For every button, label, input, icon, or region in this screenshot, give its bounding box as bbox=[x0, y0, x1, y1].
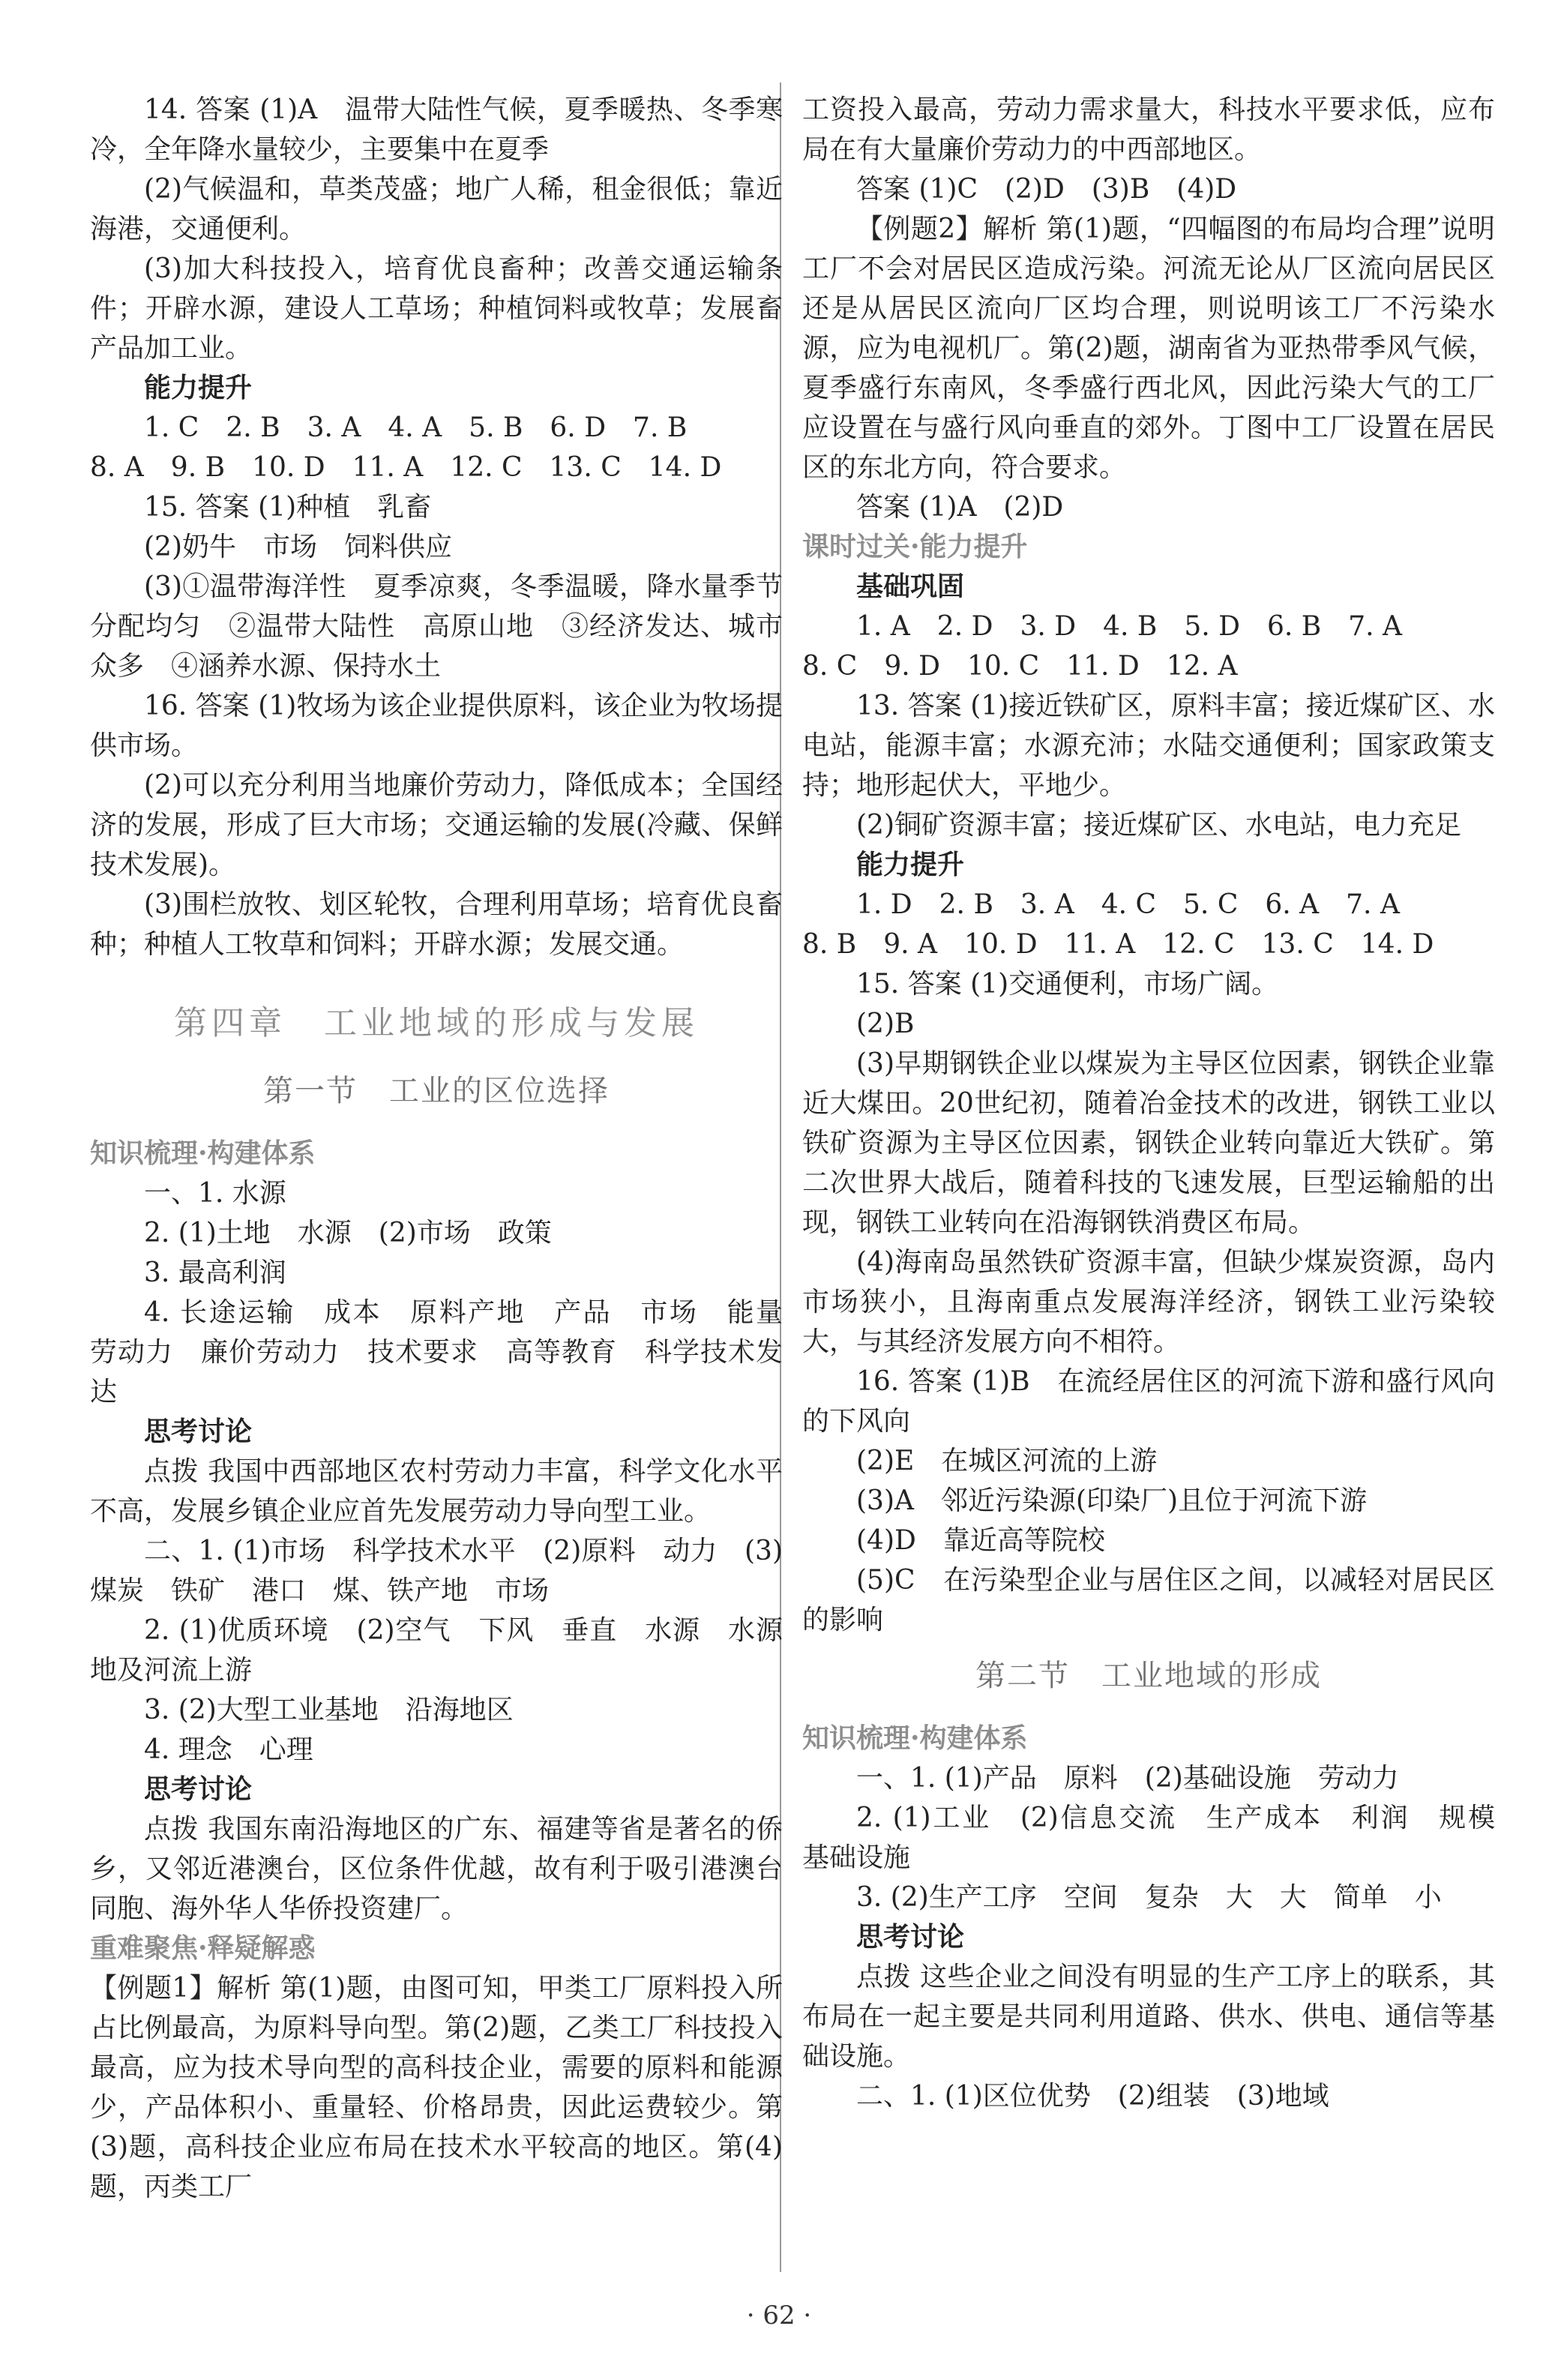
left-paragraph: 2. (1)优质环境 (2)空气 下风 垂直 水源 水源地及河流上游 bbox=[90, 1615, 783, 1686]
left-paragraph: 知识梳理·构建体系 bbox=[90, 1138, 316, 1169]
left-paragraph: 思考讨论 bbox=[144, 1416, 253, 1447]
left-paragraph: 能力提升 bbox=[144, 372, 253, 403]
left-paragraph: (3)围栏放牧、划区轮牧，合理利用草场；培育优良畜种；种植人工牧草和饲料；开辟水源；发展交通。 bbox=[90, 889, 783, 960]
left-paragraph: 点拨 我国东南沿海地区的广东、福建等省是著名的侨乡，又邻近港澳台，区位条件优越，故有利于吸引港澳台同胞、海外华人华侨投资建厂。 bbox=[90, 1814, 783, 1924]
left-paragraph: 3. (2)大型工业基地 沿海地区 bbox=[144, 1695, 514, 1725]
left-column bbox=[90, 90, 810, 2207]
right-paragraph: (4)D 靠近高等院校 bbox=[856, 1525, 1105, 1556]
right-paragraph: 能力提升 bbox=[856, 849, 965, 880]
right-column bbox=[802, 90, 1523, 2116]
right-paragraph: (4)海南岛虽然铁矿资源丰富，但缺少煤炭资源，岛内市场狭小，且海南重点发展海洋经济，钢铁工业污染较大，与其经济发展方向不相符。 bbox=[802, 1247, 1495, 1357]
right-paragraph: 【例题2】解析 第(1)题，“四幅图的布局均合理”说明工厂不会对居民区造成污染。河流无论从厂区流向居民区还是从居民区流向厂区均合理，则说明该工厂不污染水源，应为电视机厂。第(2)题，湖南省为亚热带季风气候，夏季盛行东南风，冬季盛行西北风，因此污染大气的工厂应设置在与盛行风向垂直的郊外。丁图中工厂设置在居民区的东北方向，符合要求。 bbox=[802, 214, 1495, 483]
right-paragraph: 15. 答案 (1)交通便利，市场广阔。 bbox=[856, 969, 1279, 1000]
right-paragraph: 3. (2)生产工序 空间 复杂 大 大 简单 小 bbox=[856, 1882, 1442, 1913]
right-paragraph: 16. 答案 (1)B 在流经居住区的河流下游和盛行风向的下风向 bbox=[802, 1366, 1495, 1437]
left-paragraph: 16. 答案 (1)牧场为该企业提供原料，该企业为牧场提供市场。 bbox=[90, 691, 783, 761]
left-paragraph: 15. 答案 (1)种植 乳畜 bbox=[144, 492, 432, 523]
right-paragraph: (2)铜矿资源丰富；接近煤矿区、水电站，电力充足 bbox=[856, 810, 1461, 841]
left-paragraph: 思考讨论 bbox=[144, 1773, 253, 1805]
left-paragraph: (3)①温带海洋性 夏季凉爽，冬季温暖，降水量季节分配均匀 ②温带大陆性 高原山地 ③经济发达、城市众多 ④涵养水源、保持水土 bbox=[90, 571, 783, 682]
left-paragraph: 重难聚焦·释疑解惑 bbox=[90, 1932, 316, 1964]
left-paragraph: 1. C 2. B 3. A 4. A 5. B 6. D 7. B bbox=[144, 412, 688, 443]
left-paragraph: 第一节 工业的区位选择 bbox=[263, 1074, 610, 1108]
left-paragraph: (2)可以充分利用当地廉价劳动力，降低成本；全国经济的发展，形成了巨大市场；交通运输的发展(冷藏、保鲜技术发展)。 bbox=[90, 770, 783, 880]
left-paragraph: 一、1. 水源 bbox=[144, 1178, 286, 1209]
right-paragraph: 13. 答案 (1)接近铁矿区，原料丰富；接近煤矿区、水电站，能源丰富；水源充沛；水陆交通便利；国家政策支持；地形起伏大，平地少。 bbox=[802, 691, 1495, 801]
left-paragraph: (2)奶牛 市场 饲料供应 bbox=[144, 532, 452, 562]
right-paragraph: (5)C 在污染型企业与居住区之间，以减轻对居民区的影响 bbox=[802, 1565, 1495, 1635]
left-paragraph: 8. A 9. B 10. D 11. A 12. C 13. C 14. D bbox=[90, 452, 722, 483]
left-paragraph: 点拨 我国中西部地区农村劳动力丰富，科学文化水平不高，发展乡镇企业应首先发展劳动力导向型工业。 bbox=[90, 1456, 783, 1527]
right-paragraph: 8. C 9. D 10. C 11. D 12. A bbox=[802, 651, 1238, 682]
right-paragraph: 基础巩固 bbox=[856, 571, 965, 602]
right-paragraph: (2)E 在城区河流的上游 bbox=[856, 1446, 1158, 1476]
right-paragraph: (3)早期钢铁企业以煤炭为主导区位因素，钢铁企业靠近大煤田。20世纪初，随着冶金技术的改进，钢铁工业以铁矿资源为主导区位因素，钢铁企业转向靠近大铁矿。第二次世界大战后，随着科技的飞速发展，巨型运输船的出现，钢铁工业转向在沿海钢铁消费区布局。 bbox=[802, 1048, 1495, 1238]
right-paragraph: 一、1. (1)产品 原料 (2)基础设施 劳动力 bbox=[856, 1763, 1399, 1794]
right-paragraph: (3)A 邻近污染源(印染厂)且位于河流下游 bbox=[856, 1485, 1368, 1516]
right-paragraph: 点拨 这些企业之间没有明显的生产工序上的联系，其布局在一起主要是共同利用道路、供水、供电、通信等基础设施。 bbox=[802, 1962, 1495, 2072]
right-paragraph: (2)B bbox=[856, 1009, 915, 1039]
left-paragraph: (3)加大科技投入，培育优良畜种；改善交通运输条件；开辟水源，建设人工草场；种植饲料或牧草；发展畜产品加工业。 bbox=[90, 253, 783, 364]
right-paragraph: 2. (1)工业 (2)信息交流 生产成本 利润 规模 基础设施 bbox=[802, 1803, 1523, 1873]
left-paragraph: 3. 最高利润 bbox=[144, 1257, 286, 1288]
right-paragraph: 1. A 2. D 3. D 4. B 5. D 6. B 7. A bbox=[856, 611, 1403, 642]
right-paragraph: 知识梳理·构建体系 bbox=[802, 1722, 1028, 1754]
left-paragraph: 二、1. (1)市场 科学技术水平 (2)原料 动力 (3)煤炭 铁矿 港口 煤、铁产地 市场 bbox=[90, 1536, 783, 1606]
left-paragraph: 2. (1)土地 水源 (2)市场 政策 bbox=[144, 1218, 552, 1248]
right-paragraph: 答案 (1)C (2)D (3)B (4)D bbox=[856, 174, 1237, 205]
left-paragraph: 【例题1】解析 第(1)题，由图可知，甲类工厂原料投入所占比例最高，为原料导向型。第(2)题，乙类工厂科技投入最高，应为技术导向型的高科技企业，需要的原料和能源少，产品体积小、重量轻、价格昂贵，因此运费较少。第(3)题，高科技企业应布局在技术水平较高的地区。第(4)题，丙类工厂 bbox=[90, 1973, 783, 2202]
left-paragraph: 14. 答案 (1)A 温带大陆性气候，夏季暖热、冬季寒冷，全年降水量较少，主要集中在夏季 bbox=[90, 94, 783, 165]
left-paragraph: (2)气候温和，草类茂盛；地广人稀，租金很低；靠近海港，交通便利。 bbox=[90, 174, 783, 244]
left-paragraph: 4. 理念 心理 bbox=[144, 1734, 313, 1765]
left-paragraph: 4. 长途运输 成本 原料产地 产品 市场 能量 劳动力 廉价劳动力 技术要求 高等教育 科学技术发达 bbox=[90, 1297, 810, 1407]
right-paragraph: 二、1. (1)区位优势 (2)组装 (3)地域 bbox=[856, 2081, 1329, 2112]
right-paragraph: 工资投入最高，劳动力需求量大，科技水平要求低，应布局在有大量廉价劳动力的中西部地区。 bbox=[802, 94, 1495, 165]
right-paragraph: 8. B 9. A 10. D 11. A 12. C 13. C 14. D bbox=[802, 929, 1434, 960]
page-number: · 62 · bbox=[746, 2301, 812, 2331]
left-paragraph: 第四章 工业地域的形成与发展 bbox=[174, 1004, 699, 1042]
right-paragraph: 1. D 2. B 3. A 4. C 5. C 6. A 7. A bbox=[856, 889, 1400, 920]
right-paragraph: 思考讨论 bbox=[856, 1921, 965, 1953]
right-paragraph: 课时过关·能力提升 bbox=[802, 531, 1028, 562]
right-paragraph: 答案 (1)A (2)D bbox=[856, 492, 1064, 523]
right-paragraph: 第二节 工业地域的形成 bbox=[975, 1659, 1322, 1693]
